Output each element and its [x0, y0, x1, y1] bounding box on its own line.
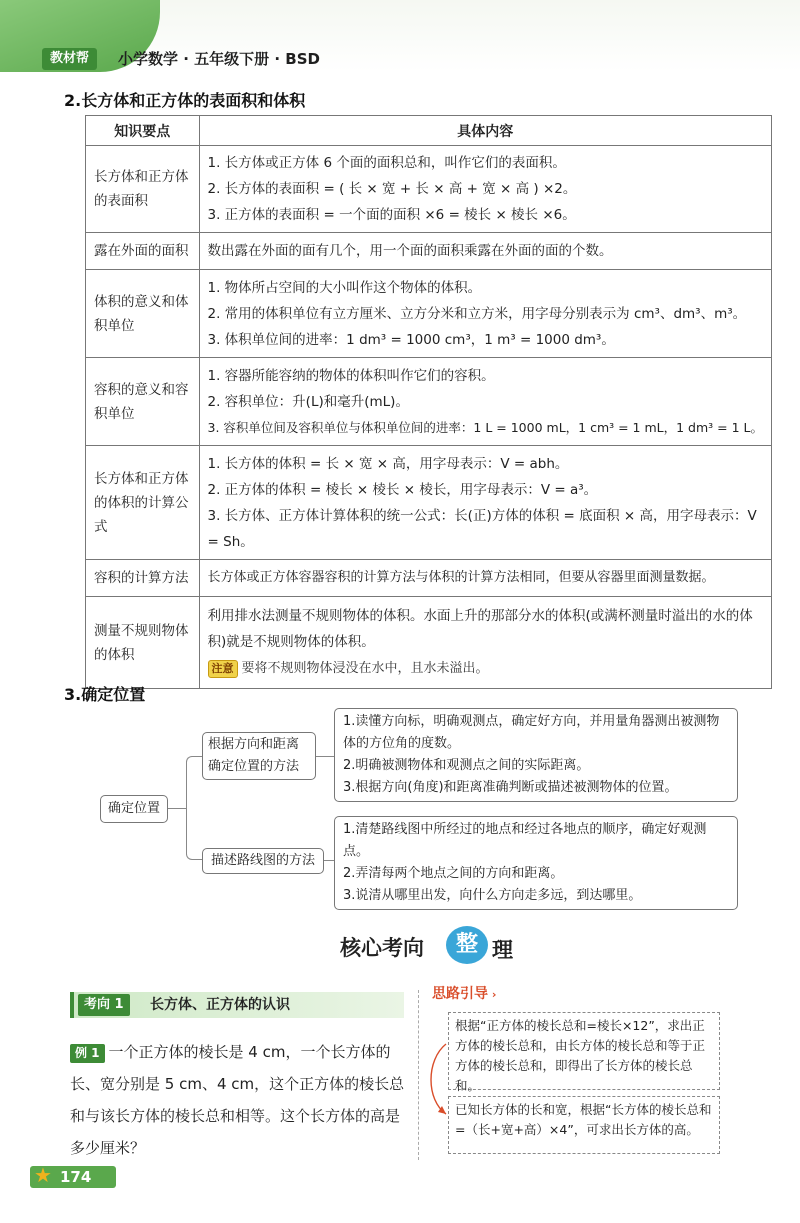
- table-row: [86, 146, 772, 233]
- row-content: [199, 446, 771, 560]
- content-line: 1. 长方体或正方体 6 个面的面积总和，叫作它们的表面积。: [207, 155, 566, 171]
- note-badge: 注意: [208, 660, 238, 678]
- page-number: 174: [30, 1166, 116, 1188]
- detail-item: 2.明确被测物体和观测点之间的实际距离。: [343, 758, 590, 773]
- content-line: 3. 长方体、正方体计算体积的统一公式：长(正)方体的体积 = 底面积 × 高，用字母表示：V = Sh。: [207, 507, 757, 550]
- table-row: [86, 597, 772, 689]
- table-row: [86, 446, 772, 560]
- row-content: [199, 146, 771, 233]
- table-row: [86, 270, 772, 358]
- example-label: 例 1: [70, 1044, 105, 1063]
- content-line: 1. 容器所能容纳的物体的体积叫作它们的容积。: [207, 367, 495, 384]
- core-title-suffix: 理: [492, 938, 513, 962]
- hint-title-text: 思路引导: [432, 986, 488, 1002]
- note-line: [208, 655, 763, 682]
- content-line: 2. 常用的体积单位有立方厘米、立方分米和立方米，用字母分别表示为 cm³、dm³、m³。: [207, 305, 747, 322]
- knowledge-table: [85, 115, 772, 689]
- table-row: [86, 358, 772, 446]
- table-row: [86, 233, 772, 270]
- page-header: [0, 0, 800, 72]
- col-header-points: 知识要点: [86, 116, 200, 146]
- detail-item: 1.读懂方向标，明确观测点，确定好方向，并用量角器测出被测物体的方位角的度数。: [343, 714, 720, 751]
- row-content: [199, 358, 771, 446]
- note-text: 要将不规则物体浸没在水中，且水未溢出。: [241, 661, 489, 676]
- content-line: 2. 容积单位：升(L)和毫升(mL)。: [207, 393, 409, 410]
- branch-node-direction: 根据方向和距离确定位置的方法: [202, 732, 316, 780]
- row-label: 长方体和正方体的表面积: [86, 146, 200, 233]
- row-label: 体积的意义和体积单位: [86, 270, 200, 358]
- hint-box-1: 根据“正方体的棱长总和=棱长×12”，求出正方体的棱长总和，由长方体的棱长总和等于正方体的棱长总和，即得出了长方体的棱长总和。: [448, 1012, 720, 1090]
- connector-branch-2: [324, 860, 334, 861]
- row-content: [199, 597, 771, 689]
- content-line: 2. 长方体的表面积 = ( 长 × 宽 + 长 × 高 + 宽 × 高 ) ×2。: [207, 181, 577, 197]
- row-content: [199, 233, 771, 270]
- hint-arrow-connector: [424, 1040, 452, 1120]
- star-icon: ★: [34, 1163, 52, 1187]
- content-line: 2. 正方体的体积 = 棱长 × 棱长 × 棱长，用字母表示：V = a³。: [207, 481, 598, 498]
- section-title-3: 3.确定位置: [64, 685, 146, 704]
- table-row: [86, 560, 772, 597]
- table-header-row: [86, 116, 772, 146]
- root-node: 确定位置: [100, 795, 168, 823]
- detail-item: 1.清楚路线图中所经过的地点和经过各地点的顺序，确定好观测点。: [343, 822, 707, 859]
- content-line: 1. 物体所占空间的大小叫作这个物体的体积。: [207, 279, 482, 296]
- detail-item: 3.说清从哪里出发，向什么方向走多远，到达哪里。: [343, 888, 642, 903]
- column-divider: [418, 990, 419, 1160]
- hint-arrow-path: [431, 1044, 446, 1114]
- branch-detail-route: [334, 816, 738, 910]
- branch-detail-direction: [334, 708, 738, 802]
- row-label: 容积的计算方法: [86, 560, 200, 597]
- content-line: 数出露在外面的面有几个，用一个面的面积乘露在外面的面的个数。: [207, 243, 613, 259]
- topic-title: 长方体、正方体的认识: [150, 997, 290, 1013]
- col-header-content: 具体内容: [199, 116, 771, 146]
- row-label: 露在外面的面积: [86, 233, 200, 270]
- connector-branch-1: [316, 756, 334, 757]
- detail-item: 2.弄清每两个地点之间的方向和距离。: [343, 866, 564, 881]
- core-badge: 整: [446, 926, 488, 964]
- content-line: 3. 容积单位间及容积单位与体积单位间的进率：1 L = 1000 mL，1 cm³ = 1 mL，1 dm³ = 1 L。: [207, 419, 763, 435]
- hint-title: [432, 983, 496, 1003]
- example-1: [70, 1036, 408, 1164]
- row-content: [199, 560, 771, 597]
- example-text: 一个正方体的棱长是 4 cm，一个长方体的长、宽分别是 5 cm、4 cm，这个正方体的棱长总和与该长方体的棱长总和相等。这个长方体的高是多少厘米？: [70, 1043, 405, 1157]
- hint-box-2: 已知长方体的长和宽，根据“长方体的棱长总和=（长+宽+高）×4”，可求出长方体的高。: [448, 1096, 720, 1154]
- detail-item: 3.根据方向(角度)和距离准确判断或描述被测物体的位置。: [343, 780, 678, 795]
- row-label: 测量不规则物体的体积: [86, 597, 200, 689]
- row-label: 容积的意义和容积单位: [86, 358, 200, 446]
- content-line: 1. 长方体的体积 = 长 × 宽 × 高，用字母表示：V = abh。: [207, 455, 569, 472]
- core-title: 核心考向: [340, 936, 424, 960]
- content-line: 3. 正方体的表面积 = 一个面的面积 ×6 = 棱长 × 棱长 ×6。: [207, 207, 576, 223]
- topic-label: 考向 1: [78, 994, 130, 1016]
- section-title-2: 2.长方体和正方体的表面积和体积: [64, 91, 306, 110]
- content-line: 利用排水法测量不规则物体的体积。水面上升的那部分水的体积(或满杯测量时溢出的水的体积)就是不规则物体的体积。: [207, 608, 753, 650]
- hint-arrow-icon: ›: [488, 988, 497, 1001]
- brand-tag: 教材帮: [42, 48, 97, 70]
- row-content: [199, 270, 771, 358]
- row-label: 长方体和正方体的体积的计算公式: [86, 446, 200, 560]
- branch-node-route: 描述路线图的方法: [202, 848, 324, 874]
- connector-root: [168, 808, 186, 809]
- book-title: 小学数学 · 五年级下册 · BSD: [118, 50, 320, 68]
- content-line: 3. 体积单位间的进率：1 dm³ = 1000 cm³，1 m³ = 1000 dm³。: [207, 331, 615, 348]
- content-line: 长方体或正方体容器容积的计算方法与体积的计算方法相同，但要从容器里面测量数据。: [207, 570, 715, 585]
